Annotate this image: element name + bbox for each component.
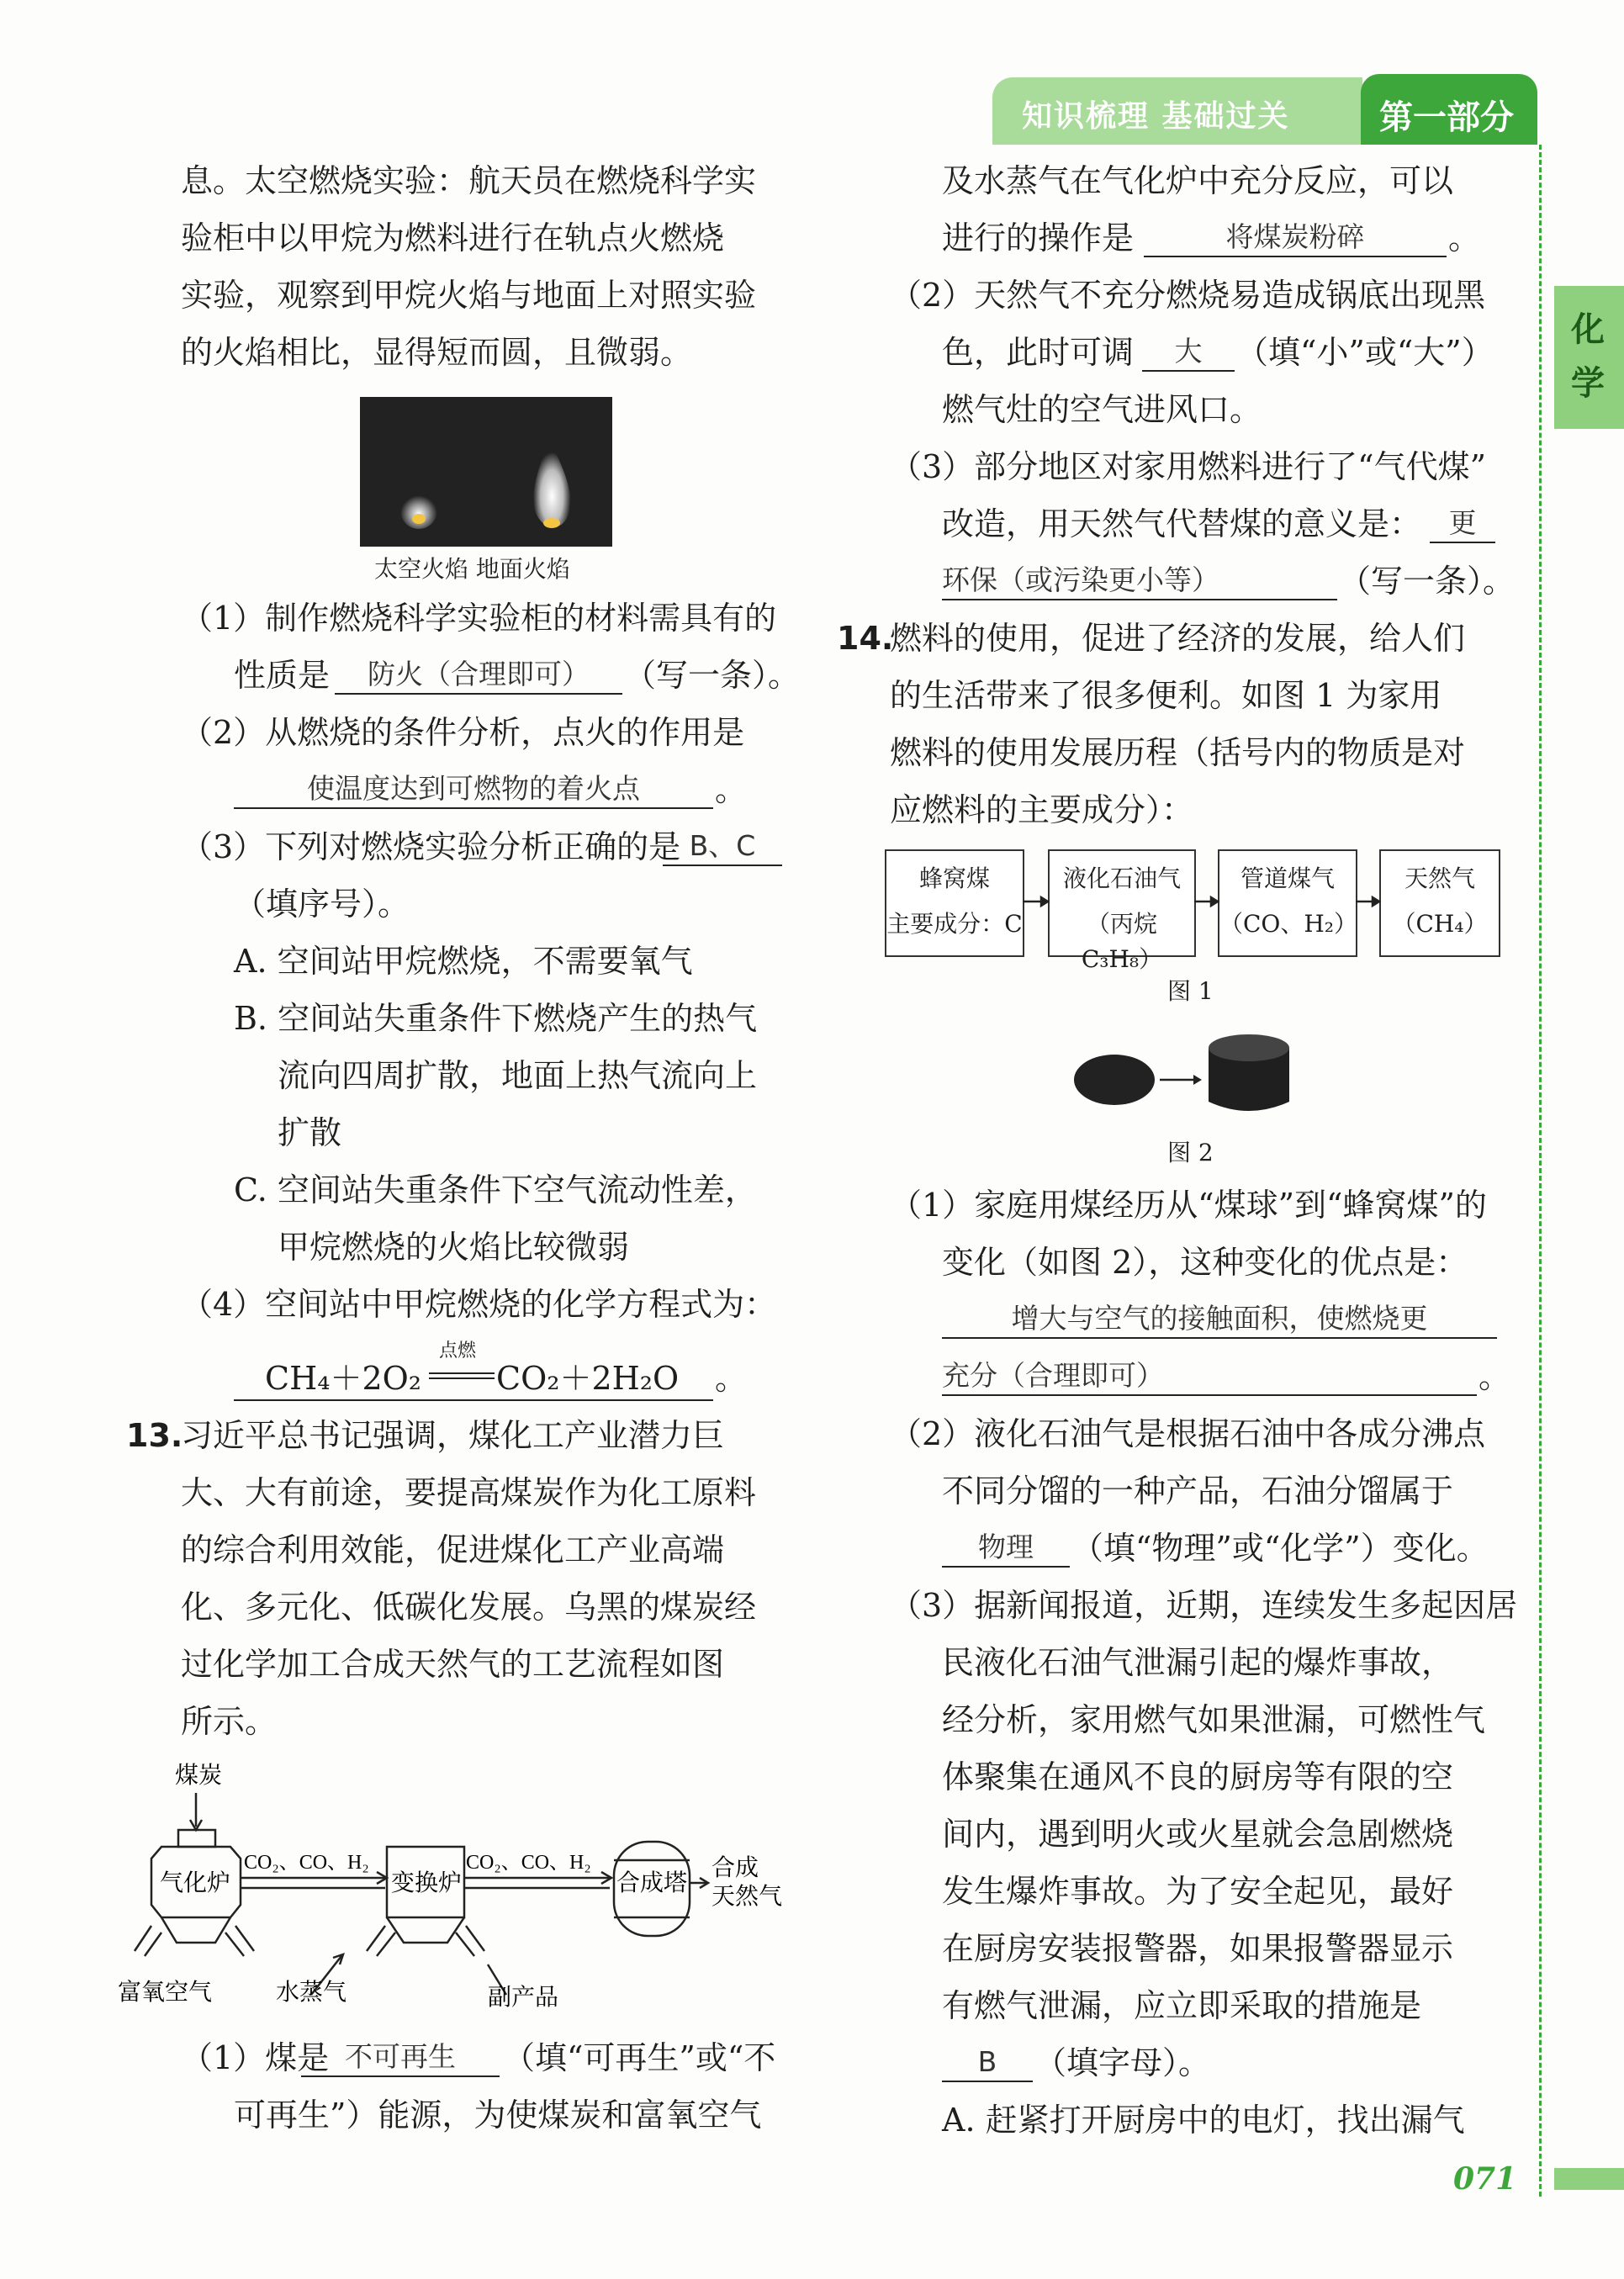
option-b: B. 空间站失重条件下燃烧产生的热气	[234, 1000, 758, 1037]
q13-1-pre: （1）煤是	[181, 2039, 330, 2076]
q1-line1: （1）制作燃烧科学实验柜的材料需具有的	[181, 600, 777, 637]
page-number: 071	[1453, 2161, 1517, 2197]
label-oxygen: 富氧空气	[118, 1980, 213, 2006]
fuel-comp: 主要成分：C	[886, 910, 1023, 938]
p-line: 发生爆炸事故。为了安全起见，最好	[942, 1873, 1454, 1910]
option-b: 流向四周扩散，地面上热气流向上	[278, 1057, 758, 1094]
underline	[1142, 370, 1235, 372]
q2-post: 。	[715, 771, 748, 808]
p-line: 在厨房安装报警器，如果报警器显示	[942, 1930, 1454, 1967]
p-post: （填“物理”或“化学”）变化。	[1071, 1530, 1489, 1567]
r-line: 燃气灶的空气进风口。	[942, 391, 1262, 428]
p-post: 。	[1479, 1358, 1511, 1395]
r-line: （3）部分地区对家用燃料进行了“气代煤”	[890, 448, 1487, 485]
q14-text: 应燃料的主要成分）：	[890, 791, 1194, 828]
r-post: （写一条）。	[1339, 563, 1516, 600]
p-line: A. 赶紧打开厨房中的电灯，找出漏气	[942, 2102, 1465, 2139]
p3-answer: 增大与空气的接触面积，使燃烧更	[1011, 1302, 1428, 1335]
underline	[234, 1399, 713, 1401]
p-line: （1）家庭用煤经历从“煤球”到“蜂窝煤”的	[890, 1187, 1487, 1224]
label-stream1: CO₂、CO、H₂	[244, 1852, 369, 1874]
photo-caption: 太空火焰 地面火焰	[374, 555, 570, 583]
option-c: 甲烷燃烧的火焰比较微弱	[278, 1229, 630, 1266]
figure1-caption: 图 1	[1167, 977, 1214, 1005]
fuel-name: 液化石油气	[1062, 865, 1181, 892]
fuel-comp: （丙烷 C₃H₈）	[1081, 910, 1163, 973]
q1-answer: 防火（合理即可）	[368, 658, 590, 690]
q2-answer: 使温度达到可燃物的着火点	[307, 772, 640, 805]
p-line: （2）液化石油气是根据石油中各成分沸点	[890, 1415, 1486, 1452]
underline	[335, 693, 622, 695]
p-line: （3）据新闻报道，近期，连续发生多起因居	[890, 1587, 1518, 1624]
q13-text: 大、大有前途，要提高煤炭作为化工原料	[181, 1474, 757, 1511]
underline	[942, 2081, 1033, 2082]
q13-text: 过化学加工合成天然气的工艺流程如图	[181, 1646, 725, 1683]
q1-pre: 性质是	[234, 657, 331, 694]
q14-text: 燃料的使用发展历程（括号内的物质是对	[890, 734, 1466, 771]
flow-arrows	[1021, 891, 1383, 912]
underline	[942, 599, 1337, 600]
label-byproduct: 副产品	[488, 1985, 559, 2011]
p4-answer: 充分（合理即可）	[942, 1359, 1164, 1392]
equation-line	[429, 1372, 495, 1374]
q3-line2: （填序号）。	[234, 886, 410, 923]
coal-figure	[1072, 1028, 1308, 1120]
q13-1-post: （填“可再生”或“不	[503, 2039, 776, 2076]
label-stream2: CO₂、CO、H₂	[466, 1852, 591, 1874]
intro-line: 验柜中以甲烷为燃料进行在轨点火燃烧	[181, 219, 725, 256]
figure2-caption: 图 2	[1167, 1139, 1214, 1166]
r8-answer: 环保（或污染更小等）	[942, 563, 1219, 596]
option-c: C. 空间站失重条件下空气流动性差，	[234, 1171, 757, 1208]
intro-line: 的火焰相比，显得短而圆，且微弱。	[181, 334, 693, 371]
label-coal: 煤炭	[175, 1763, 223, 1789]
q13-text: 习近平总书记强调，煤化工产业潜力巨	[181, 1417, 725, 1454]
fuel-comp: （CO、H₂）	[1219, 910, 1358, 938]
label-converter: 变换炉	[391, 1870, 463, 1896]
r7-answer: 更	[1448, 506, 1477, 539]
q4-post: 。	[715, 1360, 748, 1397]
option-a: A. 空间站甲烷燃烧，不需要氧气	[234, 943, 693, 980]
q13-number: 13.	[126, 1417, 183, 1454]
fuel-name: 蜂窝煤	[918, 865, 990, 892]
subject-label: 化学	[1571, 310, 1605, 403]
underline	[234, 807, 713, 809]
q14-number: 14.	[837, 620, 894, 657]
q14-text: 的生活带来了很多便利。如图 1 为家用	[890, 677, 1442, 714]
r-line: 及水蒸气在气化炉中充分反应，可以	[942, 162, 1454, 199]
q2-line1: （2）从燃烧的条件分析，点火的作用是	[181, 714, 745, 751]
p9-answer: B	[977, 2045, 997, 2078]
p-line: 不同分馏的一种产品，石油分馏属于	[942, 1473, 1454, 1510]
label-product1: 合成	[711, 1855, 759, 1881]
p-post: （填字母）。	[1034, 2044, 1211, 2081]
part-label: 第一部分	[1379, 98, 1514, 137]
option-b: 扩散	[278, 1114, 342, 1151]
underline	[1430, 542, 1495, 543]
intro-line: 实验，观察到甲烷火焰与地面上对照实验	[181, 277, 757, 314]
q3-pre: （3）下列对燃烧实验分析正确的是	[181, 828, 681, 865]
equation-line	[429, 1377, 495, 1379]
r-post: 。	[1448, 219, 1481, 256]
equation-condition: 点燃	[439, 1340, 477, 1362]
q13-text: 化、多元化、低碳化发展。乌黑的煤炭经	[181, 1589, 757, 1626]
label-product2: 天然气	[711, 1884, 783, 1910]
q14-text: 燃料的使用，促进了经济的发展，给人们	[890, 620, 1466, 657]
q13-1-line2: 可再生”）能源，为使煤炭和富氧空气	[234, 2097, 762, 2134]
p-line: 经分析，家用燃气如果泄漏，可燃性气	[942, 1701, 1486, 1738]
r-pre: 改造，用天然气代替煤的意义是：	[942, 505, 1422, 542]
p7-answer: 物理	[978, 1531, 1034, 1563]
r2-answer: 将煤炭粉碎	[1225, 220, 1365, 253]
process-diagram	[118, 1749, 807, 2018]
flame-photo	[360, 397, 612, 547]
p-line: 民液化石油气泄漏引起的爆炸事故，	[942, 1644, 1454, 1681]
q1-post: （写一条）。	[624, 657, 801, 694]
fuel-name: 管道煤气	[1240, 865, 1335, 892]
p-line: 间内，遇到明火或火星就会急剧燃烧	[942, 1816, 1454, 1853]
q13-text: 的综合利用效能，促进煤化工产业高端	[181, 1531, 725, 1568]
q4-line1: （4）空间站中甲烷燃烧的化学方程式为：	[181, 1286, 777, 1323]
underline	[301, 2075, 500, 2077]
underline	[942, 1394, 1477, 1396]
q13-1-answer: 不可再生	[345, 2040, 456, 2073]
page-bar	[1554, 2168, 1624, 2190]
p-line: 有燃气泄漏，应立即采取的措施是	[942, 1987, 1422, 2024]
equation-right: CO₂＋2H₂O	[496, 1360, 680, 1397]
p-line: 体聚集在通风不良的厨房等有限的空	[942, 1758, 1454, 1795]
underline	[942, 1566, 1070, 1568]
underline	[663, 865, 782, 866]
q13-text: 所示。	[181, 1703, 278, 1740]
fuel-box	[1379, 849, 1500, 957]
header-section: 知识梳理 基础过关	[1022, 99, 1290, 134]
label-steam: 水蒸气	[276, 1980, 347, 2006]
equation-left: CH₄＋2O₂	[265, 1360, 422, 1397]
fuel-comp: （CH₄）	[1392, 910, 1488, 938]
r-post: （填“小”或“大”）	[1236, 334, 1494, 371]
underline	[1144, 256, 1447, 257]
label-synth-tower: 合成塔	[616, 1870, 688, 1896]
margin-dash-line	[1539, 145, 1542, 2197]
underline	[942, 1337, 1497, 1339]
fuel-name: 天然气	[1404, 865, 1475, 892]
label-gasifier: 气化炉	[160, 1870, 231, 1896]
r-pre: 色，此时可调	[942, 334, 1135, 371]
r-line: （2）天然气不充分燃烧易造成锅底出现黑	[890, 277, 1486, 314]
r4-answer: 大	[1174, 335, 1203, 367]
r-pre: 进行的操作是	[942, 219, 1135, 256]
q3-answer: B、C	[689, 829, 756, 862]
p-line: 变化（如图 2），这种变化的优点是：	[942, 1244, 1468, 1281]
intro-line: 息。太空燃烧实验：航天员在燃烧科学实	[181, 162, 757, 199]
fuel-box	[885, 849, 1024, 957]
